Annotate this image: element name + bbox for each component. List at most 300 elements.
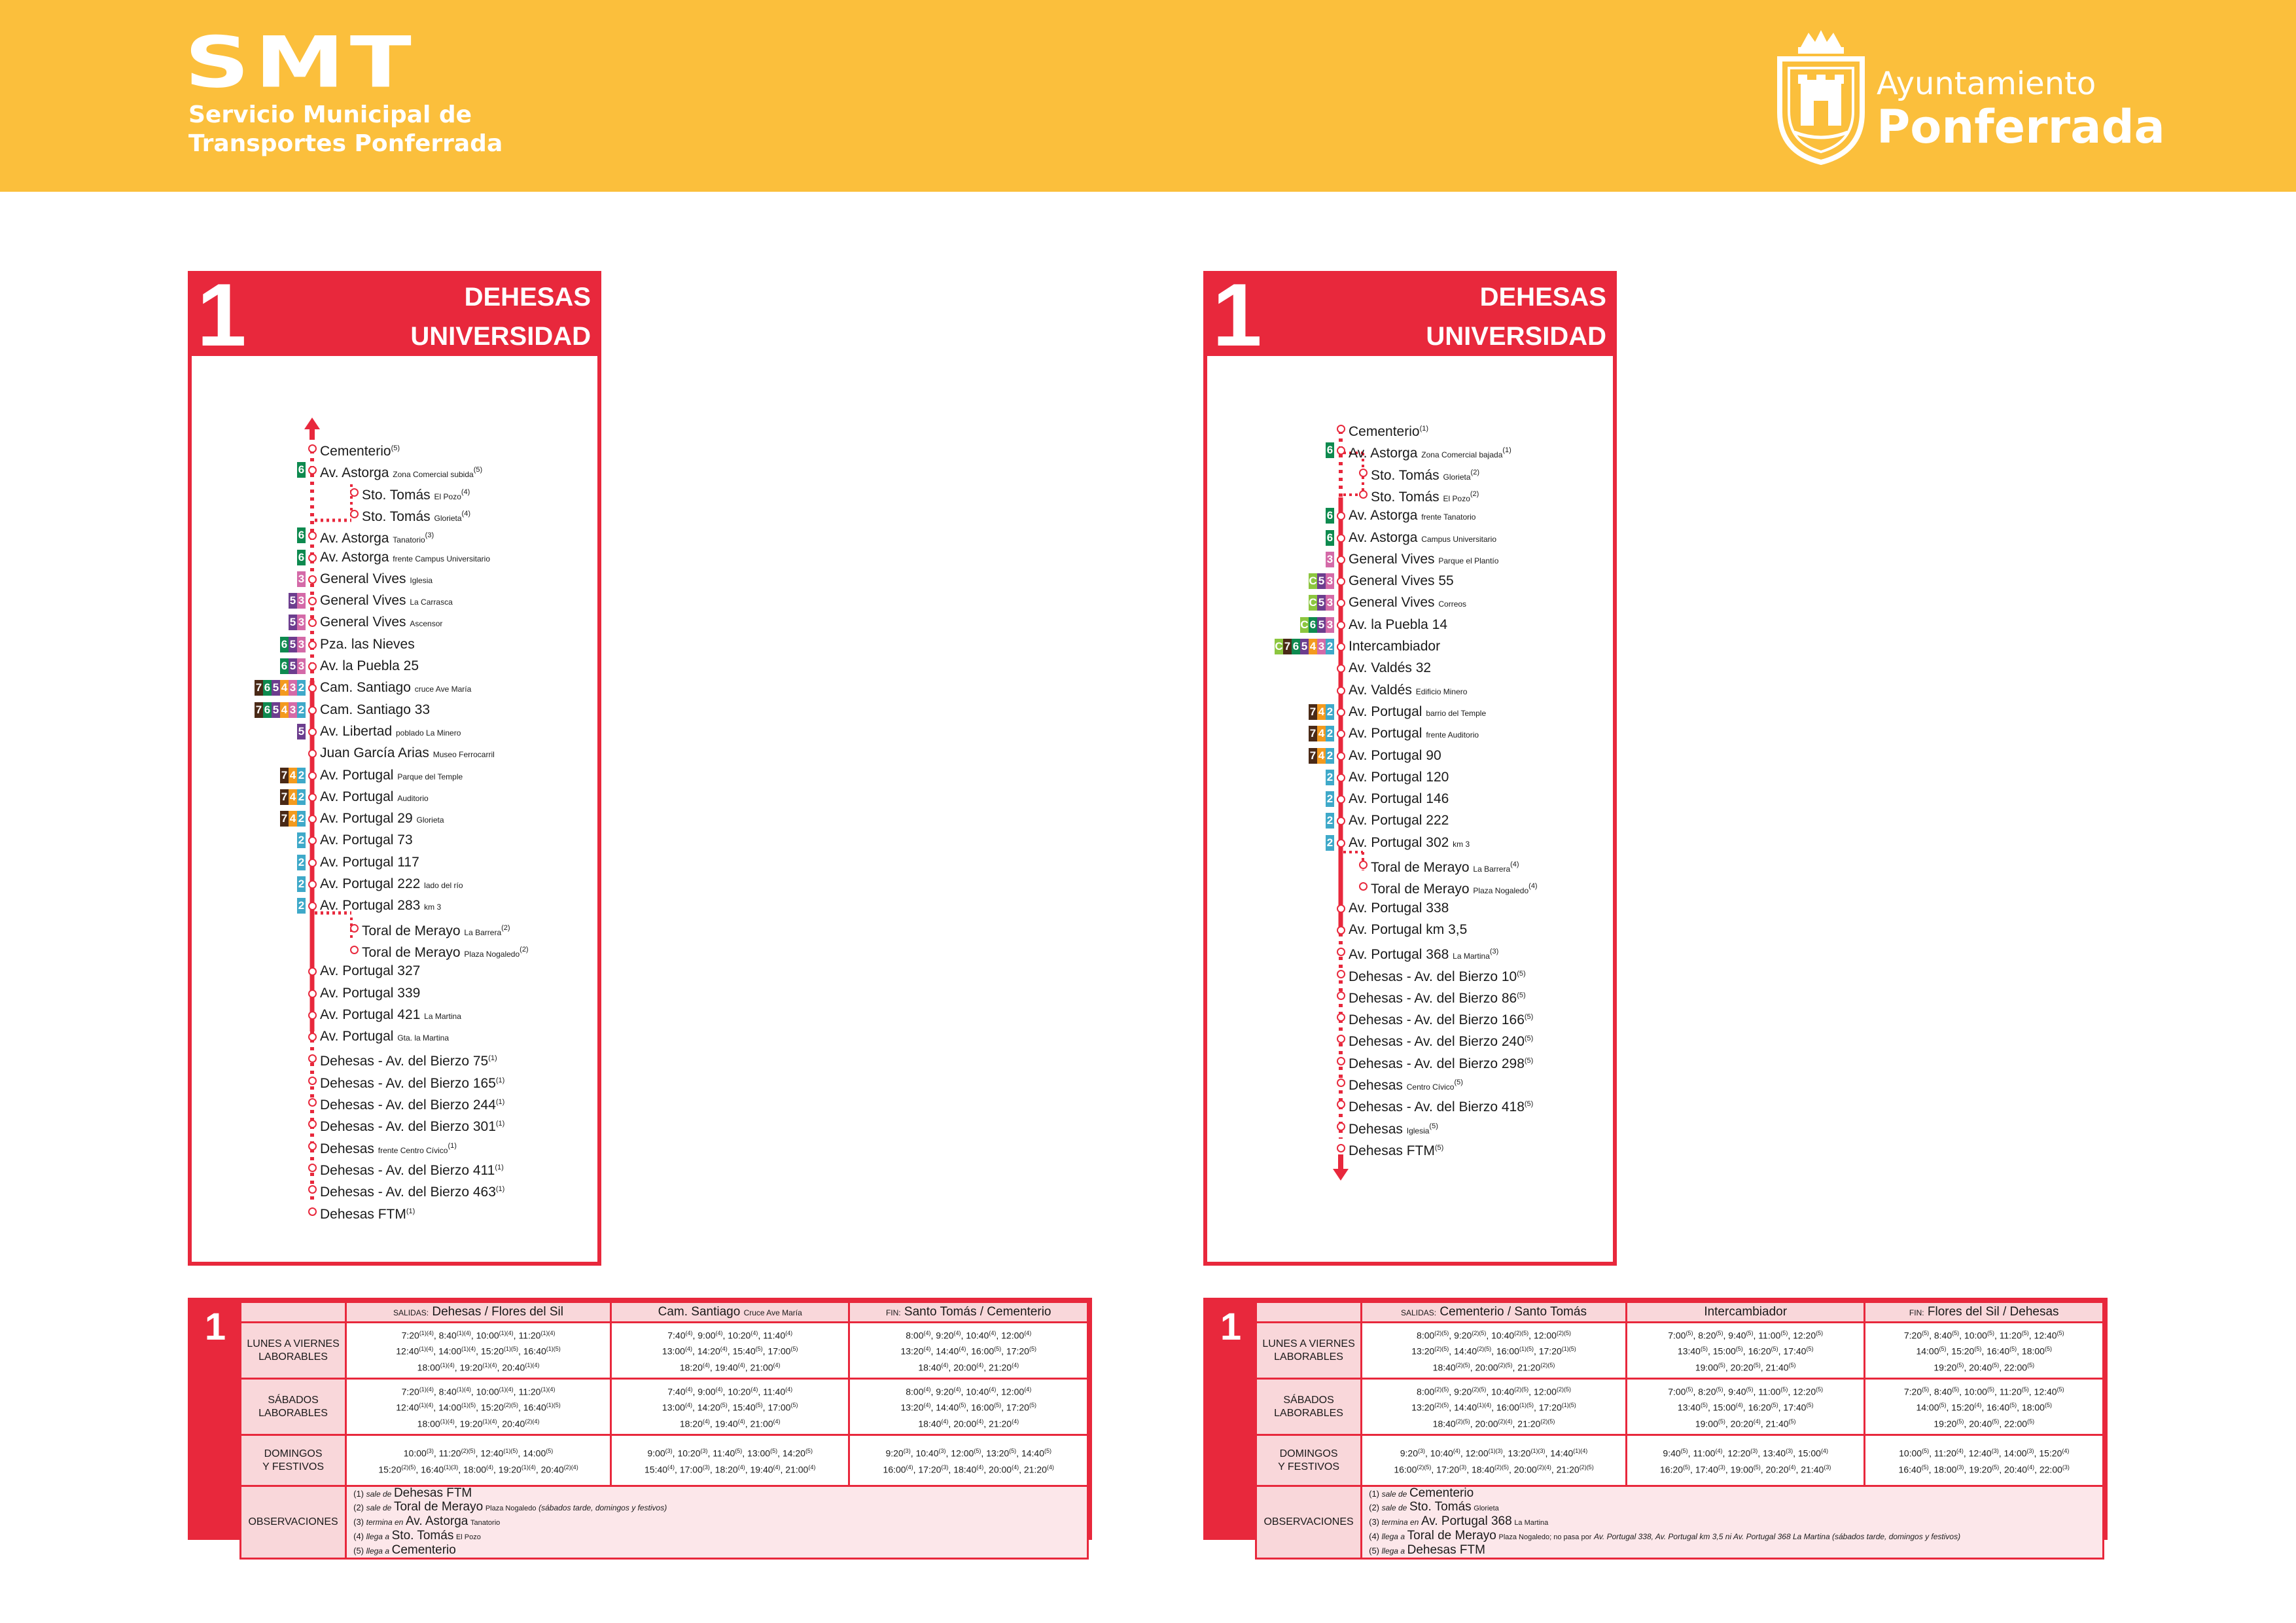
stop-entry <box>1349 681 1467 700</box>
departure-times <box>346 1323 611 1379</box>
day-type-line2: LABORABLES <box>258 1351 328 1363</box>
stop-marker <box>1337 708 1345 717</box>
stop-marker <box>350 510 359 518</box>
connection-badge-line: 3 <box>1326 552 1334 567</box>
stop-reference: (2) <box>520 945 529 954</box>
stop-entry <box>362 918 510 938</box>
header-text: Cementerio / Santo Tomás <box>1439 1305 1587 1319</box>
stop-reference: (1) <box>495 1185 505 1194</box>
stop-reference: (1) <box>495 1076 505 1084</box>
header-prefix: FIN: <box>885 1308 901 1317</box>
observation-number: (4) <box>1369 1531 1379 1541</box>
stop-entry <box>320 1027 449 1046</box>
stop-name: Dehesas - Av. del Bierzo 298 <box>1349 1056 1525 1071</box>
route-panel-return <box>1203 265 1617 1266</box>
stop-entry <box>1349 833 1470 853</box>
stop-marker <box>1337 643 1345 651</box>
connection-badge-line: 2 <box>297 768 306 783</box>
stop-note: poblado La Minero <box>395 728 461 738</box>
stop-name: Av. Portugal 302 <box>1349 834 1449 850</box>
observation-number: (5) <box>353 1546 364 1556</box>
stop-marker <box>1337 425 1345 433</box>
stop-name: Cementerio <box>1349 424 1420 439</box>
observation-entry <box>353 1529 1087 1544</box>
stop-note: Tanatorio <box>393 535 425 545</box>
stop-name: Dehesas <box>320 1141 374 1156</box>
connection-badge-line: 7 <box>1309 748 1317 764</box>
stop-note: Plaza Nogaledo <box>1473 886 1529 896</box>
stop-name: Dehesas - Av. del Bierzo 463 <box>320 1185 496 1200</box>
stop-entry <box>362 940 529 959</box>
stop-entry <box>320 1092 504 1112</box>
stop-entry <box>320 1202 415 1221</box>
stop-name: Sto. Tomás <box>362 487 431 503</box>
stop-name: General Vives 55 <box>1349 573 1454 589</box>
connection-badge-line: 7 <box>280 789 289 805</box>
connection-badges <box>289 593 306 609</box>
stop-entry <box>320 678 471 698</box>
stop-reference: (1) <box>488 1054 497 1063</box>
stop-reference: (1) <box>495 1120 505 1128</box>
stop-name: Cam. Santiago <box>320 680 411 696</box>
observation-note: Plaza Nogaledo <box>485 1505 537 1512</box>
stop-marker <box>308 1077 317 1085</box>
observation-verb: sale de <box>366 1489 392 1499</box>
stop-note: La Barrera <box>1473 865 1511 874</box>
header-bar <box>0 0 2296 192</box>
stop-entry <box>1371 463 1479 482</box>
connection-badge-line: 3 <box>297 593 306 609</box>
stop-note: frente Auditorio <box>1426 730 1479 740</box>
timetable-column-header <box>610 1302 849 1323</box>
stop-entry <box>1349 1094 1533 1114</box>
timetable-column-header <box>1865 1302 2104 1323</box>
stop-marker <box>308 1098 317 1107</box>
stop-marker <box>308 1164 317 1172</box>
connection-badges <box>1326 835 1334 851</box>
stop-name: Juan García Arias <box>320 745 429 761</box>
departure-times-line: 18:20$^{(4)}$, 19:40$^{(4)}$, 21:00$^{(4)}$ <box>679 1418 781 1429</box>
connection-badges <box>289 615 306 630</box>
timetable-column-header <box>1626 1302 1865 1323</box>
stop-note: Glorieta <box>416 815 444 825</box>
observation-place: Dehesas FTM <box>393 1486 472 1500</box>
stop-reference: (5) <box>1524 1035 1534 1043</box>
departure-times-line: 7:40$^{(4)}$, 9:00$^{(4)}$, 10:20$^{(4)}$, 11:40$^{(4)}$ <box>667 1329 793 1341</box>
stop-marker <box>308 597 317 605</box>
observation-note: Tanatorio <box>470 1519 501 1527</box>
stop-reference: (1) <box>1502 446 1511 455</box>
day-type-line2: LABORABLES <box>258 1407 328 1419</box>
departure-times-line: 19:20$^{(5)}$, 20:40$^{(5)}$, 22:00$^{(5)}$ <box>1934 1418 2035 1429</box>
timetable-line-number: 1 <box>1207 1301 1255 1537</box>
departure-times-line: 8:00$^{(4)}$, 9:20$^{(4)}$, 10:40$^{(4)}$, 12:00$^{(4)}$ <box>906 1329 1032 1341</box>
connection-badges <box>297 855 306 870</box>
connection-badges <box>1309 595 1334 611</box>
stop-note: Auditorio <box>397 793 429 803</box>
connection-badge-line: 6 <box>263 702 272 718</box>
departure-times <box>849 1379 1088 1435</box>
connection-badges <box>297 527 306 543</box>
stop-entry <box>320 830 413 850</box>
stop-entry <box>320 1158 504 1177</box>
stop-name: Toral de Merayo <box>362 944 461 960</box>
day-type-label <box>241 1323 346 1379</box>
ayuntamiento-line2: Ponferrada <box>1877 100 2165 154</box>
departure-times-line: $8:00^{(2)(5)}$, $9:20^{(2)(5)}$, $10:40^{(2)(5)}$, $12:00^{(2)(5)}$ <box>1417 1385 1571 1397</box>
stop-marker <box>308 1033 317 1041</box>
stop-entry <box>320 460 482 480</box>
connection-badge-line: 6 <box>1326 442 1334 458</box>
observation-note: El Pozo <box>455 1533 481 1541</box>
stop-marker <box>1337 991 1345 1000</box>
stop-reference: (2) <box>1470 468 1479 476</box>
stop-name: General Vives <box>320 593 406 609</box>
stop-reference: (5) <box>1454 1079 1463 1086</box>
stop-name: Dehesas FTM <box>1349 1143 1435 1158</box>
stop-marker <box>1337 795 1345 804</box>
header-text: Cam. Santiago <box>658 1305 741 1319</box>
observation-note: Glorieta <box>1474 1505 1499 1512</box>
stop-entry <box>320 984 420 1003</box>
stop-reference: (3) <box>425 531 434 540</box>
connection-badges <box>1309 704 1334 720</box>
line-number: 1 <box>1212 265 1262 365</box>
stop-entry <box>320 961 420 981</box>
header-text: Santo Tomás / Cementerio <box>904 1305 1051 1319</box>
stop-name: Toral de Merayo <box>1371 860 1470 875</box>
connection-badge-line: 5 <box>289 658 297 674</box>
stop-marker <box>1337 621 1345 630</box>
stop-name: Av. Portugal 222 <box>1349 813 1449 829</box>
observation-verb: termina en <box>366 1518 404 1527</box>
departure-times <box>1626 1379 1865 1435</box>
departure-times-line: 7:20$^{(5)}$, 8:40$^{(5)}$, 10:00$^{(5)}$, 11:20$^{(5)}$, 12:40$^{(5)}$ <box>1903 1329 2064 1341</box>
connection-badge-line: C <box>1275 639 1283 654</box>
departure-times <box>849 1323 1088 1379</box>
departure-times-line: 9:00$^{(3)}$, 10:20$^{(3)}$, 11:40$^{(5)}$, 13:00$^{(5)}$, 14:20$^{(5)}$ <box>647 1447 813 1459</box>
stop-entry <box>320 896 441 916</box>
connection-badges <box>297 550 306 565</box>
stop-note: km 3 <box>1453 839 1470 849</box>
connection-badge-line: 4 <box>1317 726 1326 741</box>
stop-marker <box>1337 752 1345 760</box>
connection-badge-line: 6 <box>297 527 306 543</box>
observation-entry <box>1369 1544 2102 1558</box>
stop-note: Plaza Nogaledo <box>464 949 520 959</box>
observation-entry <box>1369 1515 2102 1529</box>
observation-entry <box>1369 1487 2102 1501</box>
connection-badges <box>1326 442 1334 458</box>
connection-badges <box>280 811 306 827</box>
connection-badges <box>1309 573 1334 589</box>
stop-name: Toral de Merayo <box>362 923 461 938</box>
day-type-label <box>1256 1435 1362 1486</box>
stop-note: Parque el Plantío <box>1438 556 1499 565</box>
stop-reference: (5) <box>1517 969 1526 978</box>
connection-badges <box>280 789 306 805</box>
stop-note: La Martina <box>1453 952 1490 961</box>
stop-name: Cementerio <box>320 444 391 459</box>
connection-badges <box>297 876 306 892</box>
connection-badge-line: 7 <box>1283 639 1292 654</box>
departure-times-line: 7:00$^{(5)}$, 8:20$^{(5)}$, 9:40$^{(5)}$, 11:00$^{(5)}$, 12:20$^{(5)}$ <box>1668 1385 1824 1397</box>
stop-name: Sto. Tomás <box>1371 489 1439 505</box>
departure-times-line: 14:00$^{(5)}$, 15:20$^{(5)}$, 16:40$^{(5)}$, 18:00$^{(5)}$ <box>1916 1346 2052 1357</box>
connection-badge-line: 3 <box>1326 595 1334 611</box>
stop-marker <box>308 728 317 736</box>
observation-verb: termina en <box>1381 1518 1419 1527</box>
connection-badge-line: 2 <box>297 702 306 718</box>
departure-times-line: $16:00^{(2)(5)}$, 17:20$^{(3)}$, $18:40^{(2)(5)}$, $20:00^{(2)(4)}$, $21:20^{(2)(5)}$ <box>1394 1463 1594 1475</box>
connection-badge-line: 2 <box>1326 726 1334 741</box>
stop-reference: (3) <box>1489 948 1499 956</box>
departure-times-line: 9:40$^{(5)}$, 11:00$^{(4)}$, 12:20$^{(3)}$, 13:40$^{(3)}$, 15:00$^{(4)}$ <box>1663 1447 1828 1459</box>
stop-name: Dehesas - Av. del Bierzo 418 <box>1349 1099 1525 1115</box>
stop-entry <box>1371 876 1538 896</box>
timetable-column-header <box>849 1302 1088 1323</box>
stop-marker <box>308 772 317 780</box>
connection-badge-line: 7 <box>1309 726 1317 741</box>
smt-subtitle-line1: Servicio Municipal de <box>188 101 472 128</box>
stop-note: barrio del Temple <box>1426 708 1487 718</box>
stop-marker <box>308 880 317 889</box>
observation-verb: sale de <box>1381 1489 1407 1499</box>
connection-badge-line: 2 <box>1326 813 1334 829</box>
connection-badge-line: 4 <box>289 789 297 805</box>
departure-times-line: 7:20$^{(5)}$, 8:40$^{(5)}$, 10:00$^{(5)}$, 11:20$^{(5)}$, 12:40$^{(5)}$ <box>1903 1385 2064 1397</box>
day-type-label <box>1256 1323 1362 1379</box>
departure-times-line: 13:00$^{(4)}$, 14:20$^{(4)}$, 15:40$^{(5)}$, 17:00$^{(5)}$ <box>662 1346 798 1357</box>
connection-badge-line: C <box>1309 573 1317 589</box>
stop-name: Av. Portugal 338 <box>1349 900 1449 916</box>
connection-badge-line: 4 <box>1309 639 1317 654</box>
header-prefix: FIN: <box>1909 1308 1924 1317</box>
smt-logo <box>185 21 503 165</box>
stop-name: Av. la Puebla 14 <box>1349 616 1447 632</box>
stop-reference: (1) <box>448 1141 457 1150</box>
observations-label: OBSERVACIONES <box>241 1486 346 1559</box>
stop-note: La Barrera <box>464 927 502 937</box>
connection-badge-line: 5 <box>289 593 297 609</box>
connection-badge-line: 2 <box>297 789 306 805</box>
connection-badge-line: 2 <box>1326 748 1334 764</box>
stop-reference: (4) <box>461 488 470 496</box>
header-text: Intercambiador <box>1704 1305 1788 1319</box>
stop-name: Av. Portugal 29 <box>320 811 413 827</box>
connection-badge-line: 3 <box>297 571 306 587</box>
stop-entry <box>1349 789 1449 809</box>
stop-marker <box>1359 490 1368 499</box>
connection-badge-line: 6 <box>1326 530 1334 546</box>
departure-times <box>610 1379 849 1435</box>
observation-verb: sale de <box>366 1503 392 1512</box>
observations-label: OBSERVACIONES <box>1256 1486 1362 1559</box>
timetable-grid <box>1255 1301 2104 1560</box>
departure-times-line: 8:00$^{(4)}$, 9:20$^{(4)}$, 10:40$^{(4)}$, 12:00$^{(4)}$ <box>906 1385 1032 1397</box>
stop-reference: (5) <box>1517 991 1526 999</box>
connection-badges <box>1326 813 1334 829</box>
stop-name: Toral de Merayo <box>1371 882 1470 897</box>
stop-entry <box>320 1005 461 1025</box>
stop-entry <box>320 874 463 894</box>
stop-entry <box>320 591 453 611</box>
stop-entry <box>320 526 434 545</box>
connection-badge-line: 2 <box>297 876 306 892</box>
stop-marker <box>308 575 317 584</box>
connection-badge-line: 5 <box>272 680 280 696</box>
departure-times-line: $12:40^{(1)(4)}$, $14:00^{(1)(4)}$, $15:20^{(1)(5)}$, $16:40^{(1)(5)}$ <box>396 1346 561 1357</box>
stop-reference: (2) <box>501 923 510 932</box>
observation-note: Plaza Nogaledo; no pasa por <box>1498 1533 1592 1541</box>
stop-entry <box>1349 768 1449 787</box>
stop-note: Gta. la Martina <box>397 1033 450 1043</box>
departure-times <box>610 1435 849 1486</box>
departure-times <box>346 1379 611 1435</box>
departure-times-line: 18:40$^{(4)}$, 20:00$^{(4)}$, 21:20$^{(4)}$ <box>918 1361 1019 1373</box>
timetable-return <box>1203 1298 2108 1557</box>
connection-badge-line: 6 <box>297 462 306 478</box>
departure-times-line: 16:20$^{(5)}$, 17:40$^{(3)}$, 19:00$^{(5)}$, 20:20$^{(4)}$, 21:40$^{(3)}$ <box>1660 1463 1831 1475</box>
departure-times-line: $12:40^{(1)(4)}$, $14:00^{(1)(5)}$, $15:20^{(2)(5)}$, $16:40^{(1)(5)}$ <box>396 1402 561 1413</box>
observation-verb: llega a <box>366 1532 389 1541</box>
stop-note: La Martina <box>424 1011 461 1021</box>
stop-note: Campus Universitario <box>1421 534 1496 544</box>
ayuntamiento-logo <box>1775 27 2165 168</box>
stop-reference: (5) <box>473 466 483 474</box>
stop-name: Av. Astorga <box>320 549 389 565</box>
connection-badge-line: 2 <box>297 898 306 914</box>
stop-entry <box>320 1048 497 1068</box>
connection-badges <box>280 768 306 783</box>
connection-badge-line: 5 <box>1317 573 1326 589</box>
connection-badge-line: 4 <box>289 768 297 783</box>
stop-entry <box>320 569 433 589</box>
observation-verb: llega a <box>1381 1546 1405 1556</box>
observation-entry <box>353 1544 1087 1558</box>
stop-name: Av. Portugal <box>1349 704 1422 719</box>
stop-name: Av. Portugal 368 <box>1349 947 1449 963</box>
stop-reference: (1) <box>495 1163 504 1171</box>
destination-1: DEHESAS <box>464 283 591 312</box>
departure-times-line: 18:40$^{(4)}$, 20:00$^{(4)}$, 21:20$^{(4)}$ <box>918 1418 1019 1429</box>
destination-2: UNIVERSIDAD <box>410 322 591 351</box>
connection-badges <box>297 571 306 587</box>
observation-number: (5) <box>1369 1546 1379 1556</box>
stop-name: Av. Valdés <box>1349 682 1412 698</box>
header-prefix: SALIDAS: <box>393 1308 429 1317</box>
departure-times-line: $8:00^{(2)(5)}$, $9:20^{(2)(5)}$, $10:40^{(2)(5)}$, $12:00^{(2)(5)}$ <box>1417 1329 1571 1341</box>
stop-marker <box>1337 839 1345 847</box>
stop-marker <box>1337 1057 1345 1065</box>
stop-entry <box>320 635 415 654</box>
connection-badge-line: 2 <box>1326 791 1334 807</box>
timetable-column-header <box>346 1302 611 1323</box>
observation-number: (1) <box>353 1489 364 1499</box>
connection-badge-line: 6 <box>263 680 272 696</box>
stop-entry <box>1349 702 1486 722</box>
stop-name: Av. Astorga <box>1349 446 1418 461</box>
departure-times-line: 13:40$^{(5)}$, 15:00$^{(5)}$, 16:20$^{(5)}$, 17:40$^{(5)}$ <box>1677 1346 1814 1357</box>
stop-marker <box>1337 1122 1345 1131</box>
stop-marker <box>1337 904 1345 913</box>
departure-times-line: 19:00$^{(5)}$, 20:20$^{(4)}$, 21:40$^{(5)}$ <box>1695 1418 1796 1429</box>
stop-entry <box>320 613 442 632</box>
stop-reference: (4) <box>461 509 470 518</box>
stop-reference: (5) <box>1429 1122 1438 1130</box>
stop-entry <box>320 438 400 458</box>
timetable-column-header <box>1362 1302 1627 1323</box>
connection-badges <box>255 702 306 718</box>
connection-badges <box>1326 508 1334 524</box>
departure-times <box>1865 1435 2104 1486</box>
stop-marker <box>308 444 317 453</box>
connection-badge-line: 5 <box>289 637 297 652</box>
stop-note: Glorieta <box>434 513 462 523</box>
stop-marker <box>308 1207 317 1216</box>
stop-name: Dehesas <box>1349 1078 1403 1093</box>
departure-times-line: 19:00$^{(5)}$, 20:20$^{(5)}$, 21:40$^{(5)}$ <box>1695 1361 1796 1373</box>
stop-note: El Pozo <box>1443 493 1470 503</box>
observation-number: (2) <box>1369 1503 1379 1512</box>
observation-entry <box>353 1487 1087 1501</box>
stop-name: Av. Astorga <box>320 465 389 481</box>
stop-marker <box>308 706 317 715</box>
connection-badge-line: 4 <box>1317 748 1326 764</box>
stop-marker <box>308 859 317 867</box>
stop-entry <box>1349 550 1498 569</box>
smt-logo-subtitle <box>188 101 503 158</box>
header-note: Cruce Ave María <box>743 1308 802 1317</box>
stop-name: Av. Astorga <box>1349 508 1418 524</box>
stop-note: Iglesia <box>410 575 433 585</box>
stop-marker <box>308 641 317 649</box>
stop-name: General Vives <box>320 615 406 630</box>
header-prefix: SALIDAS: <box>1401 1308 1437 1317</box>
stop-marker <box>350 946 359 954</box>
stop-reference: (2) <box>1470 490 1479 498</box>
stop-name: Dehesas <box>1349 1121 1403 1137</box>
stop-entry <box>320 722 461 741</box>
connection-badges <box>255 680 306 696</box>
stop-marker <box>1337 1013 1345 1022</box>
stop-note: Edificio Minero <box>1415 687 1468 696</box>
stop-marker <box>308 1011 317 1020</box>
departure-times-line: 7:40$^{(4)}$, 9:00$^{(4)}$, 10:20$^{(4)}$, 11:40$^{(4)}$ <box>667 1385 793 1397</box>
header-text: Dehesas / Flores del Sil <box>432 1305 563 1319</box>
stop-entry <box>1349 419 1428 438</box>
stop-note: frente Centro Cívico <box>378 1145 448 1155</box>
stop-name: Av. Portugal <box>320 767 394 783</box>
stop-marker <box>350 924 359 933</box>
departure-times-line: 10:00$^{(5)}$, 11:20$^{(4)}$, 12:40$^{(3)}$, 14:00$^{(3)}$, 15:20$^{(4)}$ <box>1899 1447 2070 1459</box>
stop-marker <box>308 990 317 998</box>
stop-note: Correos <box>1438 599 1467 609</box>
stop-marker <box>1359 861 1368 869</box>
connection-badge-line: 7 <box>255 702 263 718</box>
stop-note: Ascensor <box>410 619 443 629</box>
stop-name: Sto. Tomás <box>1371 467 1439 483</box>
day-type-label <box>1256 1379 1362 1435</box>
departure-times <box>1626 1435 1865 1486</box>
stop-name: Dehesas - Av. del Bierzo 86 <box>1349 990 1517 1006</box>
observation-place: Toral de Merayo <box>1407 1529 1496 1543</box>
stop-name: Av. Portugal 90 <box>1349 747 1441 763</box>
stop-marker <box>308 554 317 562</box>
day-type-line1: SÁBADOS <box>1283 1394 1334 1406</box>
stop-entry <box>320 743 495 763</box>
stop-name: Av. Portugal 222 <box>320 876 421 891</box>
